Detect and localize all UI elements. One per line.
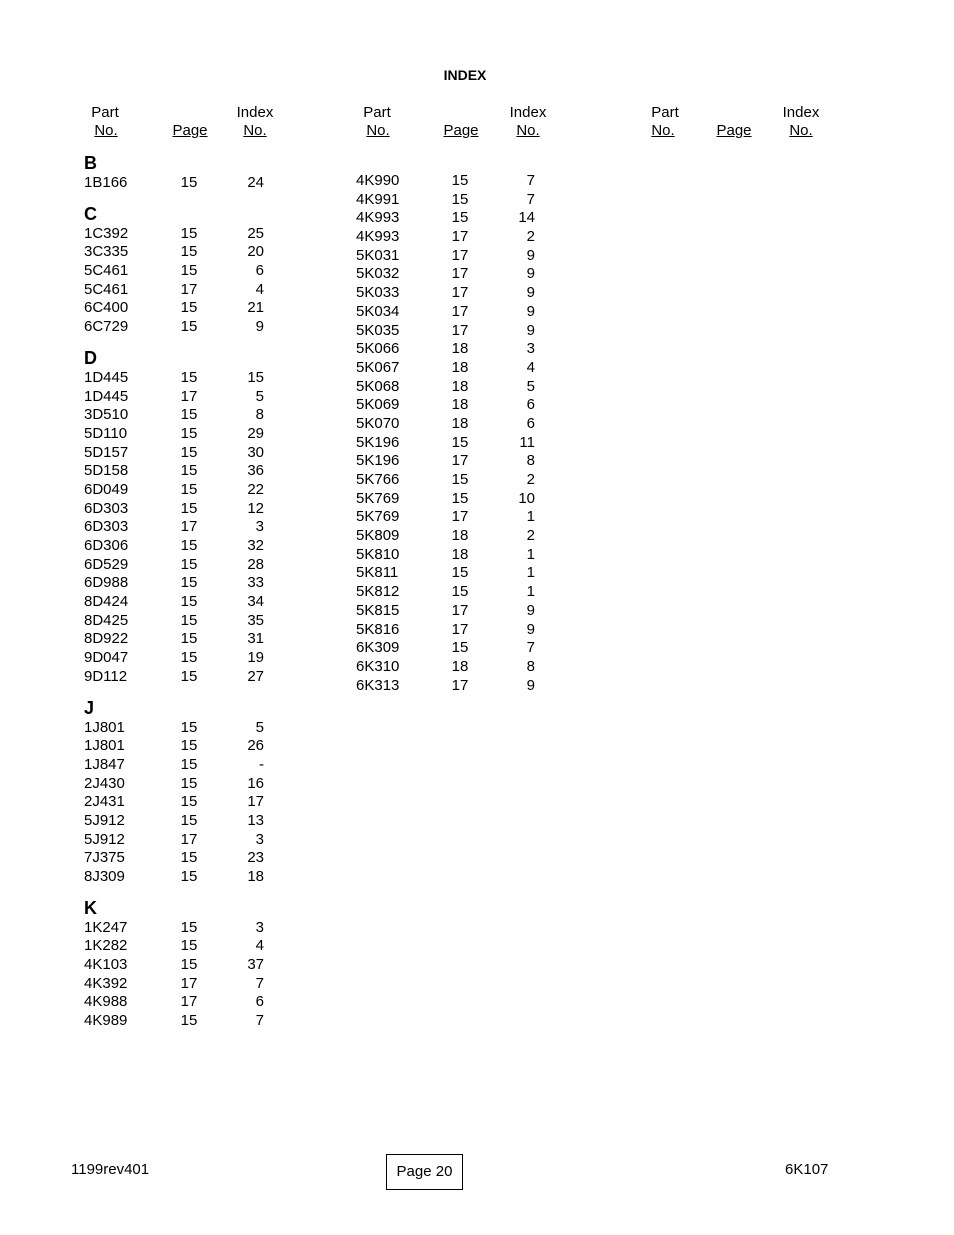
part-number: 4K988	[84, 993, 128, 1011]
part-number: 6C729	[84, 318, 129, 336]
part-number: 5K033	[356, 284, 400, 302]
part-number: 2J430	[84, 774, 125, 792]
page-number: 15	[451, 639, 469, 657]
page-number: 15	[180, 755, 198, 773]
table-row	[84, 775, 284, 794]
page-number: 15	[180, 299, 198, 317]
page-number: 15	[180, 956, 198, 974]
page-number-box: Page 20	[386, 1154, 463, 1190]
table-row	[84, 537, 284, 556]
letter-group	[84, 897, 284, 1031]
part-number: 1K247	[84, 918, 128, 936]
page-header: Page	[716, 122, 752, 139]
index-number: 29	[247, 424, 264, 442]
page-number: 15	[180, 737, 198, 755]
page-number: 18	[451, 340, 469, 358]
index-number: -	[259, 755, 264, 773]
index-number: 8	[526, 452, 535, 470]
index-number: 7	[255, 1012, 264, 1030]
table-row	[84, 668, 284, 687]
part-number: 5K809	[356, 527, 400, 545]
index-number: 1	[526, 508, 535, 526]
index-number: 9	[526, 321, 535, 339]
page-number: 15	[180, 224, 198, 242]
table-row	[84, 1012, 284, 1031]
page-number: 18	[451, 358, 469, 376]
index-number: 9	[526, 265, 535, 283]
part-number: 4K103	[84, 956, 128, 974]
page-number: 15	[180, 718, 198, 736]
table-row	[84, 225, 284, 244]
letter-group	[84, 347, 284, 687]
index-number: 3	[255, 918, 264, 936]
page-number: 15	[451, 433, 469, 451]
page-header: Page	[172, 122, 208, 139]
index-number: 9	[255, 318, 264, 336]
index-number: 3	[255, 830, 264, 848]
page-number: 18	[451, 527, 469, 545]
index-number: 1	[526, 545, 535, 563]
page-number: 15	[180, 368, 198, 386]
part-no-header: Part No.	[91, 104, 119, 139]
part-number: 5K811	[356, 564, 399, 582]
page-number: 15	[180, 649, 198, 667]
part-number: 9D112	[84, 667, 128, 685]
index-number: 6	[255, 262, 264, 280]
page-number: 15	[180, 537, 198, 554]
index-number: 34	[247, 593, 264, 611]
part-number: 5K812	[356, 583, 400, 601]
table-row	[356, 564, 556, 583]
index-number: 9	[526, 246, 535, 264]
page-number: 15	[451, 190, 469, 208]
page-number: 15	[180, 937, 198, 955]
page-number: 17	[180, 974, 198, 992]
part-number: 5K066	[356, 340, 400, 358]
table-row	[84, 444, 284, 463]
table-row	[84, 812, 284, 831]
part-number: 5K067	[356, 358, 400, 376]
page-number: 15	[180, 443, 198, 461]
part-number: 6D529	[84, 555, 129, 573]
index-number: 7	[526, 172, 535, 189]
page-number: 15	[451, 489, 469, 507]
part-number: 4K392	[84, 974, 128, 992]
part-number: 5K769	[356, 508, 400, 526]
page-number: 17	[180, 830, 198, 848]
part-number: 4K990	[356, 172, 400, 189]
table-row	[356, 527, 556, 546]
part-number: 1D445	[84, 368, 129, 386]
table-row	[84, 388, 284, 407]
table-row	[356, 471, 556, 490]
part-number: 2J431	[84, 793, 125, 811]
index-number: 7	[526, 190, 535, 208]
index-number: 35	[247, 611, 264, 629]
page-number: 15	[180, 593, 198, 611]
table-row	[84, 556, 284, 575]
table-row	[356, 415, 556, 434]
index-number: 7	[526, 639, 535, 657]
page-number: 17	[451, 601, 469, 619]
part-number: 5K070	[356, 414, 400, 432]
table-row	[356, 583, 556, 602]
index-number: 2	[526, 527, 535, 545]
part-number: 6D988	[84, 574, 129, 592]
table-row	[356, 378, 556, 397]
part-number: 6D303	[84, 518, 129, 536]
page-number: 15	[180, 243, 198, 261]
part-number: 4K993	[356, 228, 400, 246]
part-number: 6K309	[356, 639, 400, 657]
table-row	[84, 369, 284, 388]
page-title: INDEX	[443, 67, 487, 83]
group-letter-heading: J	[84, 697, 95, 718]
index-number: 5	[255, 718, 264, 736]
table-row	[356, 434, 556, 453]
index-number: 4	[255, 280, 264, 298]
part-number: 6K310	[356, 657, 400, 675]
index-number: 6	[526, 414, 535, 432]
table-row	[84, 719, 284, 738]
index-column-1	[84, 152, 284, 1031]
part-number: 5K035	[356, 321, 400, 339]
page-number: 17	[451, 508, 469, 526]
page-number: 15	[180, 667, 198, 685]
part-number: 6D306	[84, 537, 129, 554]
index-number: 10	[518, 489, 535, 507]
table-row	[84, 406, 284, 425]
index-no-header: Index No.	[782, 104, 820, 139]
index-number: 5	[526, 377, 535, 395]
letter-group	[84, 203, 284, 337]
page-number: 15	[180, 555, 198, 573]
index-number: 4	[526, 358, 535, 376]
part-number: 5K810	[356, 545, 400, 563]
index-number: 25	[247, 224, 264, 242]
part-number: 4K989	[84, 1012, 128, 1030]
page-number: 15	[180, 1012, 198, 1030]
index-number: 17	[247, 793, 264, 811]
part-number: 1J801	[84, 737, 125, 755]
part-number: 5K766	[356, 471, 400, 488]
table-row	[356, 639, 556, 658]
table-row	[356, 228, 556, 247]
page-number: 15	[180, 868, 198, 885]
index-number: 8	[526, 657, 535, 675]
table-row	[356, 677, 556, 696]
part-no-header: Part No.	[651, 104, 679, 139]
index-number: 3	[255, 518, 264, 536]
table-row	[84, 919, 284, 938]
index-number: 9	[526, 676, 535, 694]
table-row	[84, 481, 284, 500]
part-number: 5K816	[356, 620, 400, 638]
table-row	[84, 975, 284, 994]
index-number: 12	[247, 499, 264, 517]
page-number: 15	[180, 793, 198, 811]
part-number: 3D510	[84, 406, 129, 424]
model-number: 6K107	[785, 1161, 829, 1178]
table-row	[84, 937, 284, 956]
table-row	[84, 649, 284, 668]
table-row	[356, 621, 556, 640]
index-number: 27	[247, 667, 264, 685]
index-number: 30	[247, 443, 264, 461]
page-number: 17	[451, 676, 469, 694]
page-number: 15	[180, 611, 198, 629]
table-row	[84, 868, 284, 887]
index-no-header: Index No.	[236, 104, 274, 139]
index-number: 7	[255, 974, 264, 992]
table-row	[84, 793, 284, 812]
table-row	[84, 831, 284, 850]
index-number: 9	[526, 601, 535, 619]
index-number: 22	[247, 480, 264, 498]
index-number: 1	[526, 564, 535, 582]
group-letter-heading: D	[84, 347, 97, 368]
group-letter-heading: K	[84, 897, 97, 918]
part-number: 1B166	[84, 174, 128, 191]
part-number: 1D445	[84, 387, 129, 405]
page-number: 17	[451, 620, 469, 638]
part-number: 5K815	[356, 601, 400, 619]
table-row	[356, 209, 556, 228]
table-row	[84, 574, 284, 593]
letter-group	[84, 697, 284, 887]
part-number: 5J912	[84, 811, 125, 829]
part-number: 5K069	[356, 396, 400, 414]
part-number: 1J801	[84, 718, 125, 736]
index-number: 4	[255, 937, 264, 955]
table-row	[84, 849, 284, 868]
table-row	[84, 425, 284, 444]
document-code: 1199rev401	[71, 1161, 150, 1178]
page-number: 15	[180, 318, 198, 336]
index-number: 1	[526, 583, 535, 601]
table-row	[84, 612, 284, 631]
table-row	[356, 546, 556, 565]
part-number: 5K196	[356, 433, 400, 451]
index-number: 15	[247, 368, 264, 386]
table-row	[84, 737, 284, 756]
part-number: 1K282	[84, 937, 128, 955]
group-letter-heading: C	[84, 203, 97, 224]
page-number: 15	[451, 564, 469, 582]
index-number: 18	[247, 868, 264, 885]
page-number: 18	[451, 414, 469, 432]
page-number: 15	[180, 849, 198, 867]
table-row	[84, 593, 284, 612]
page-number: 15	[180, 774, 198, 792]
page-number: 17	[451, 265, 469, 283]
table-row	[84, 756, 284, 775]
page-number: 15	[451, 209, 469, 227]
part-number: 8D425	[84, 611, 129, 629]
index-number: 8	[255, 406, 264, 424]
page-number: 17	[451, 302, 469, 320]
table-row	[84, 956, 284, 975]
page-number: 17	[180, 518, 198, 536]
index-number: 11	[519, 433, 535, 451]
part-number: 5D157	[84, 443, 129, 461]
index-number: 9	[526, 302, 535, 320]
part-number: 6D049	[84, 480, 129, 498]
part-number: 9D047	[84, 649, 129, 667]
part-no-header: Part No.	[363, 104, 391, 139]
table-row	[84, 174, 284, 193]
index-number: 20	[247, 243, 264, 261]
part-number: 6D303	[84, 499, 129, 517]
index-column-2	[356, 172, 556, 695]
page-number: 17	[451, 284, 469, 302]
part-number: 5K031	[356, 246, 400, 264]
page-number: 18	[451, 545, 469, 563]
page-number: 15	[451, 471, 469, 488]
index-number: 33	[247, 574, 264, 592]
table-row	[84, 318, 284, 337]
part-number: 8J309	[84, 868, 125, 885]
table-row	[356, 340, 556, 359]
index-number: 16	[247, 774, 264, 792]
index-number: 23	[247, 849, 264, 867]
table-row	[356, 303, 556, 322]
index-number: 21	[247, 299, 264, 317]
table-row	[356, 490, 556, 509]
table-row	[84, 262, 284, 281]
page-number: 15	[451, 172, 469, 189]
part-number: 8D922	[84, 630, 129, 648]
table-row	[356, 191, 556, 210]
table-row	[356, 508, 556, 527]
table-row	[356, 172, 556, 191]
index-number: 2	[526, 471, 535, 488]
index-number: 9	[526, 620, 535, 638]
part-number: 5K196	[356, 452, 400, 470]
part-number: 4K993	[356, 209, 400, 227]
table-row	[356, 452, 556, 471]
table-row	[356, 602, 556, 621]
page-number: 17	[180, 280, 198, 298]
index-number: 26	[247, 737, 264, 755]
page-number: 15	[180, 811, 198, 829]
part-number: 1J847	[84, 755, 125, 773]
table-row	[84, 299, 284, 318]
table-row	[84, 462, 284, 481]
part-number: 5K068	[356, 377, 400, 395]
index-number: 14	[518, 209, 535, 227]
part-number: 5K034	[356, 302, 400, 320]
part-number: 5K032	[356, 265, 400, 283]
index-number: 24	[247, 174, 264, 191]
index-number: 6	[255, 993, 264, 1011]
table-row	[84, 993, 284, 1012]
table-row	[356, 658, 556, 677]
part-number: 8D424	[84, 593, 129, 611]
page-number: 17	[451, 321, 469, 339]
page-number: 17	[180, 993, 198, 1011]
index-number: 19	[247, 649, 264, 667]
table-row	[356, 247, 556, 266]
page-number: 17	[451, 228, 469, 246]
page-number: 17	[180, 387, 198, 405]
part-number: 7J375	[84, 849, 125, 867]
page-number: 15	[180, 499, 198, 517]
table-row	[356, 284, 556, 303]
table-row	[84, 281, 284, 300]
part-number: 5D158	[84, 462, 129, 480]
table-row	[356, 359, 556, 378]
page-number: 18	[451, 396, 469, 414]
group-letter-heading: B	[84, 153, 97, 173]
page-number: 18	[451, 377, 469, 395]
part-number: 5C461	[84, 262, 129, 280]
part-number: 3C335	[84, 243, 129, 261]
index-number: 28	[247, 555, 264, 573]
part-number: 5D110	[84, 424, 128, 442]
part-number: 6C400	[84, 299, 129, 317]
table-row	[356, 396, 556, 415]
index-number: 6	[526, 396, 535, 414]
page-number: 15	[180, 174, 198, 191]
page-number: 15	[180, 630, 198, 648]
part-number: 1C392	[84, 224, 129, 242]
index-number: 36	[247, 462, 264, 480]
page-number: 17	[451, 246, 469, 264]
page-number: 15	[451, 583, 469, 601]
page-number: 15	[180, 406, 198, 424]
index-number: 2	[526, 228, 535, 246]
page-number: 15	[180, 918, 198, 936]
index-number: 13	[247, 811, 264, 829]
part-number: 4K991	[356, 190, 400, 208]
index-number: 32	[247, 537, 264, 554]
page-number: 15	[180, 480, 198, 498]
page-number: 15	[180, 262, 198, 280]
table-row	[356, 265, 556, 284]
page-number: 15	[180, 462, 198, 480]
page-number: 15	[180, 574, 198, 592]
index-number: 5	[255, 387, 264, 405]
part-number: 6K313	[356, 676, 400, 694]
part-number: 5J912	[84, 830, 125, 848]
table-row	[84, 243, 284, 262]
index-number: 31	[247, 630, 264, 648]
index-number: 3	[526, 340, 535, 358]
table-row	[84, 518, 284, 537]
page-header: Page	[443, 122, 479, 139]
table-row	[84, 500, 284, 519]
index-no-header: Index No.	[509, 104, 547, 139]
page-number: 17	[451, 452, 469, 470]
part-number: 5K769	[356, 489, 400, 507]
letter-group	[84, 152, 284, 193]
page-number: 15	[180, 424, 198, 442]
table-row	[84, 630, 284, 649]
table-row	[356, 322, 556, 341]
index-number: 37	[247, 956, 264, 974]
part-number: 5C461	[84, 280, 129, 298]
page-number: 18	[451, 657, 469, 675]
index-number: 9	[526, 284, 535, 302]
